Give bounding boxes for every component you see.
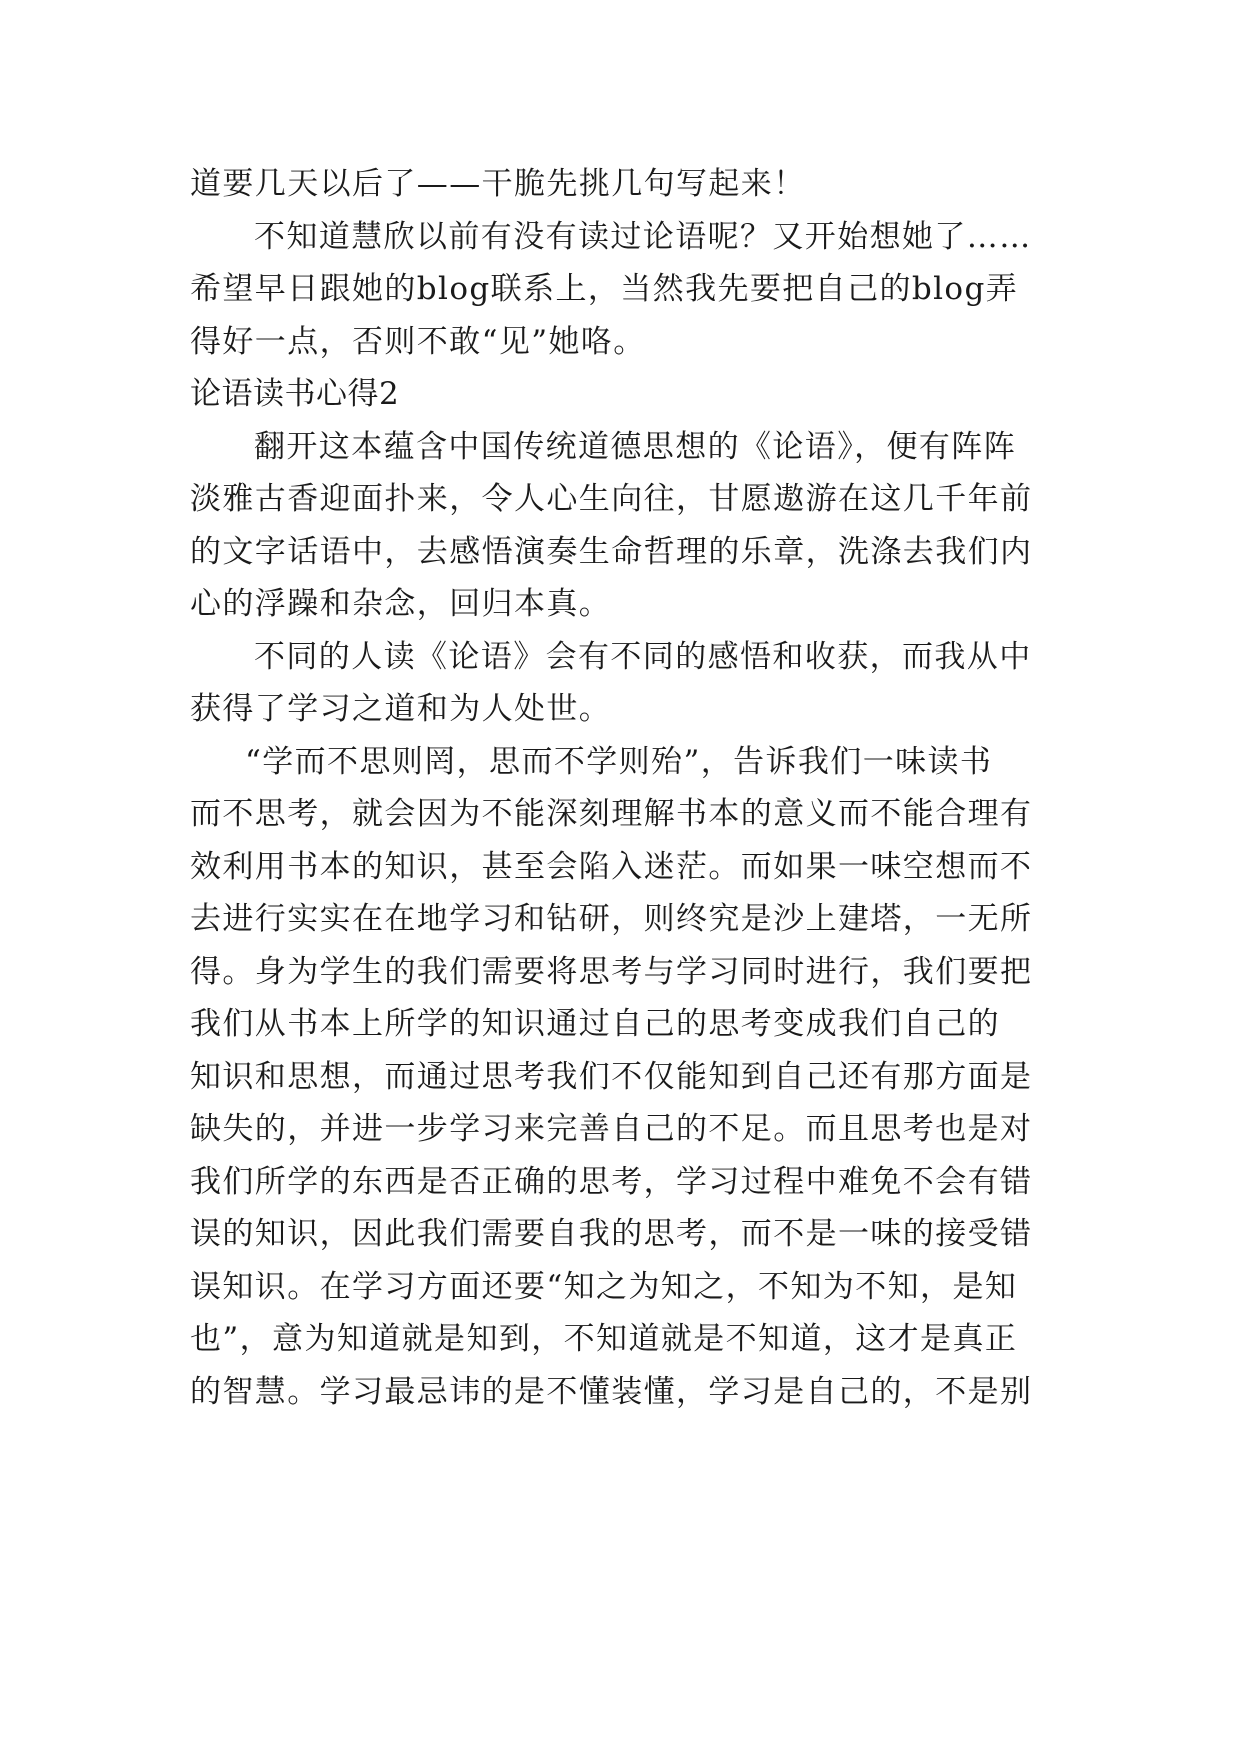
- text-line: 知识和思想，而通过思考我们不仅能知到自己还有那方面是: [190, 1058, 1033, 1095]
- text-line: 缺失的，并进一步学习来完善自己的不足。而且思考也是对: [190, 1111, 1033, 1147]
- text-line: 希望早日跟她的blog联系上，当然我先要把自己的blog弄: [190, 271, 1019, 307]
- text-line: 我们所学的东西是否正确的思考，学习过程中难免不会有错: [190, 1163, 1033, 1200]
- section-heading: 论语读书心得2: [190, 376, 400, 412]
- text-line: 得。身为学生的我们需要将思考与学习同时进行，我们要把: [190, 953, 1033, 990]
- text-line: 去进行实实在在地学习和钻研，则终究是沙上建塔，一无所: [190, 901, 1033, 937]
- text-line: 道要几天以后了——干脆先挑几句写起来！: [190, 166, 806, 202]
- paragraph-start-line: “学而不思则罔，思而不学则殆”，告诉我们一味读书: [245, 743, 993, 780]
- text-line: 淡雅古香迎面扑来，令人心生向往，甘愿遨游在这几千年前: [190, 481, 1033, 517]
- body-text: [190, 158, 1050, 1418]
- text-line: 我们从书本上所学的知识通过自己的思考变成我们自己的: [190, 1006, 1000, 1042]
- text-line: 也”，意为知道就是知到，不知道就是不知道，这才是真正: [190, 1321, 1018, 1357]
- paragraph-start-line: 翻开这本蕴含中国传统道德思想的《论语》，便有阵阵: [254, 428, 1017, 465]
- text-line: 的文字话语中，去感悟演奏生命哲理的乐章，洗涤去我们内: [190, 533, 1033, 570]
- text-line: 而不思考，就会因为不能深刻理解书本的意义而不能合理有: [190, 796, 1033, 832]
- text-line: 误的知识，因此我们需要自我的思考，而不是一味的接受错: [190, 1216, 1033, 1252]
- paragraph-start-line: 不同的人读《论语》会有不同的感悟和收获，而我从中: [254, 638, 1032, 675]
- paragraph-start-line: 不知道慧欣以前有没有读过论语呢？又开始想她了……: [254, 218, 1032, 255]
- text-line: 效利用书本的知识，甚至会陷入迷茫。而如果一味空想而不: [190, 848, 1033, 885]
- text-line: 误知识。在学习方面还要“知之为知之，不知为不知，是知: [190, 1268, 1018, 1305]
- text-line: 得好一点，否则不敢“见”她咯。: [190, 323, 646, 360]
- text-line: 心的浮躁和杂念，回归本真。: [190, 586, 612, 622]
- text-line: 的智慧。学习最忌讳的是不懂装懂，学习是自己的，不是别: [190, 1373, 1033, 1410]
- text-line: 获得了学习之道和为人处世。: [190, 691, 612, 727]
